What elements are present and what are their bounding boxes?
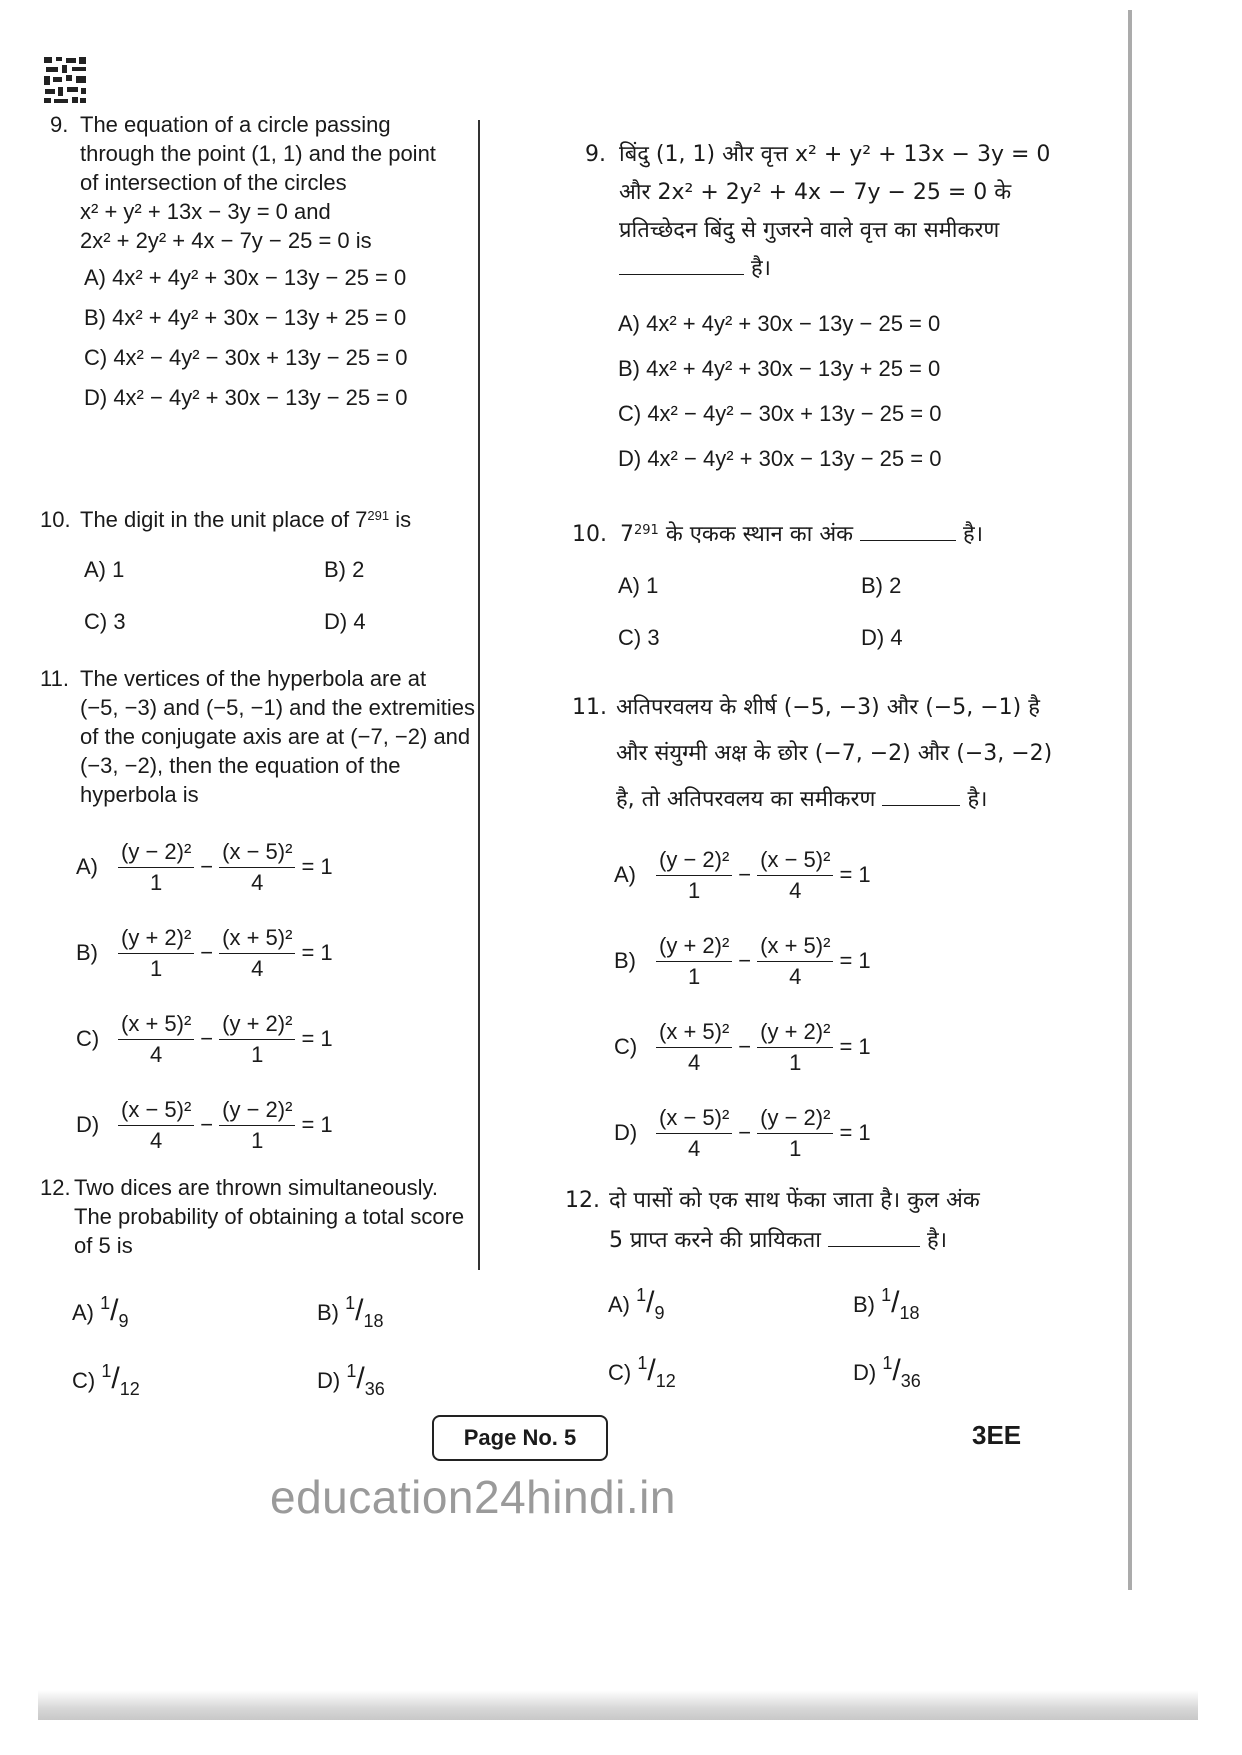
option-c[interactable]: C) $^1/_{12}$	[72, 1360, 140, 1399]
question-number: 10.	[572, 522, 607, 547]
question-tail: है।	[751, 256, 772, 281]
paper-code: 3EE	[972, 1420, 1022, 1450]
q12-hi-options	[608, 1270, 1028, 1406]
question-line: of 5 is	[74, 1233, 133, 1258]
answer-blank	[860, 540, 956, 541]
option-a[interactable]: A) 1	[618, 573, 659, 598]
option-a[interactable]: A) 4x² + 4y² + 30x − 13y − 25 = 0	[618, 311, 941, 336]
question-11-en	[40, 664, 480, 809]
question-line: और संयुग्मी अक्ष के छोर (−7, −2) और (−3, −2)	[616, 741, 1053, 766]
question-12-en	[40, 1173, 490, 1260]
option-d[interactable]: D) 4x² − 4y² + 30x − 13y − 25 = 0	[618, 446, 942, 471]
option-d[interactable]: D) $\frac{\text{(x − 5)²}}{4}$ − $\frac{\text{(y − 2)²}}{1}$ = 1	[614, 1104, 871, 1161]
option-c[interactable]: C) 4x² − 4y² − 30x + 13y − 25 = 0	[618, 401, 942, 426]
question-line: बिंदु (1, 1) और वृत्त x² + y² + 13x − 3y = 0	[619, 142, 1051, 167]
page-number-box	[432, 1415, 608, 1461]
question-number: 10.	[40, 507, 71, 532]
option-d[interactable]: D) $^1/_{36}$	[317, 1360, 385, 1399]
question-line: through the point (1, 1) and the point	[80, 141, 436, 166]
option-a[interactable]: A) $\frac{\text{(y − 2)²}}{1}$ − $\frac{\text{(x − 5)²}}{4}$ = 1	[76, 838, 333, 895]
scan-shadow	[38, 1690, 1198, 1720]
question-line: The probability of obtaining a total score	[74, 1204, 465, 1229]
answer-blank	[619, 274, 744, 275]
option-d[interactable]: D) 4	[861, 625, 903, 650]
equation-line: x² + y² + 13x − 3y = 0 and	[80, 199, 331, 224]
equation-line: 2x² + 2y² + 4x − 7y − 25 = 0 is	[80, 228, 372, 253]
question-text: The digit in the unit place of 7	[80, 507, 368, 532]
option-c[interactable]: C) $\frac{\text{(x + 5)²}}{4}$ − $\frac{\text{(y + 2)²}}{1}$ = 1	[76, 1010, 333, 1067]
option-c[interactable]: C) 4x² − 4y² − 30x + 13y − 25 = 0	[84, 345, 408, 370]
option-d[interactable]: D) $^1/_{36}$	[853, 1352, 921, 1391]
question-line: The equation of a circle passing	[80, 112, 391, 137]
question-line: और 2x² + 2y² + 4x − 7y − 25 = 0 के	[619, 180, 1012, 205]
q10-en-options	[84, 556, 484, 660]
question-text: के एकक स्थान का अंक	[658, 522, 854, 547]
question-line: of the conjugate axis are at (−7, −2) and	[80, 724, 471, 749]
option-c[interactable]: C) $^1/_{12}$	[608, 1352, 676, 1391]
question-number: 11.	[572, 695, 607, 720]
q9-hi-options	[618, 310, 1058, 490]
question-line: (−3, −2), then the equation of the	[80, 753, 401, 778]
option-b[interactable]: B) $\frac{\text{(y + 2)²}}{1}$ − $\frac{\text{(x + 5)²}}{4}$ = 1	[614, 932, 871, 989]
q11-hi-options	[614, 832, 1014, 1176]
q12-en-options	[72, 1278, 472, 1414]
answer-blank	[828, 1246, 920, 1247]
option-a[interactable]: A) $\frac{\text{(y − 2)²}}{1}$ − $\frac{\text{(x − 5)²}}{4}$ = 1	[614, 846, 871, 903]
question-12-hi: 12. दो पासों को एक साथ फेंका जाता है। कुल अंक 5 प्राप्त करने की प्रायिकता है।	[565, 1186, 1065, 1266]
question-line: प्रतिच्छेदन बिंदु से गुजरने वाले वृत्त का समीकरण	[619, 218, 1000, 243]
question-line: (−5, −3) and (−5, −1) and the extremities	[80, 695, 476, 720]
question-10-en	[40, 505, 470, 534]
q11-en-options	[76, 824, 456, 1168]
option-a[interactable]: A) 1	[84, 557, 125, 582]
option-c[interactable]: C) 3	[84, 609, 126, 634]
watermark: education24hindi.in	[270, 1471, 676, 1523]
option-d[interactable]: D) $\frac{\text{(x − 5)²}}{4}$ − $\frac{\text{(y − 2)²}}{1}$ = 1	[76, 1096, 333, 1153]
option-a[interactable]: A) $^1/_9$	[608, 1284, 665, 1323]
question-10-hi: 10. $7^{291}$ के एकक स्थान का अंक है।	[572, 522, 984, 547]
answer-blank	[882, 805, 960, 806]
exponent: 291	[367, 508, 390, 523]
question-line: hyperbola is	[80, 782, 199, 807]
question-line: दो पासों को एक साथ फेंका जाता है। कुल अंक	[609, 1188, 980, 1213]
exponent: 291	[634, 523, 659, 538]
question-line: The vertices of the hyperbola are at	[80, 666, 427, 691]
option-b[interactable]: B) 2	[861, 573, 902, 598]
question-9-en	[50, 110, 470, 255]
question-line: of intersection of the circles	[80, 170, 347, 195]
question-number: 11.	[40, 666, 69, 691]
option-a[interactable]: A) $^1/_9$	[72, 1292, 129, 1331]
q10-hi-options	[618, 572, 1038, 676]
option-a[interactable]: A) 4x² + 4y² + 30x − 13y − 25 = 0	[84, 265, 407, 290]
qr-code-icon	[42, 55, 88, 105]
question-line: अतिपरवलय के शीर्ष (−5, −3) और (−5, −1) है	[616, 695, 1040, 720]
q9-en-options	[84, 264, 484, 424]
question-number: 9.	[585, 142, 606, 167]
option-b[interactable]: B) $^1/_{18}$	[853, 1284, 920, 1323]
option-c[interactable]: C) $\frac{\text{(x + 5)²}}{4}$ − $\frac{\text{(y + 2)²}}{1}$ = 1	[614, 1018, 871, 1075]
option-b[interactable]: B) 4x² + 4y² + 30x − 13y + 25 = 0	[618, 356, 941, 381]
question-9-hi	[585, 140, 1065, 292]
page-edge	[1128, 10, 1132, 1590]
question-number: 12.	[565, 1188, 600, 1213]
option-b[interactable]: B) 4x² + 4y² + 30x − 13y + 25 = 0	[84, 305, 407, 330]
question-number: 9.	[50, 112, 69, 137]
option-d[interactable]: D) 4x² − 4y² + 30x − 13y − 25 = 0	[84, 385, 408, 410]
question-tail: is	[389, 507, 412, 532]
question-line: Two dices are thrown simultaneously.	[74, 1175, 438, 1200]
option-b[interactable]: B) $\frac{\text{(y + 2)²}}{1}$ − $\frac{\text{(x + 5)²}}{4}$ = 1	[76, 924, 333, 981]
option-b[interactable]: B) 2	[324, 557, 365, 582]
option-c[interactable]: C) 3	[618, 625, 660, 650]
page-number: Page No. 5	[463, 1425, 577, 1450]
option-b[interactable]: B) $^1/_{18}$	[317, 1292, 384, 1331]
question-number: 12.	[40, 1175, 71, 1200]
option-d[interactable]: D) 4	[324, 609, 366, 634]
question-11-hi: 11. अतिपरवलय के शीर्ष (−5, −3) और (−5, −1) है और संयुग्मी अक्ष के छोर (−7, −2) और (−3, −2) है, तो अतिपरवलय का समीकरण है।	[572, 693, 1072, 831]
